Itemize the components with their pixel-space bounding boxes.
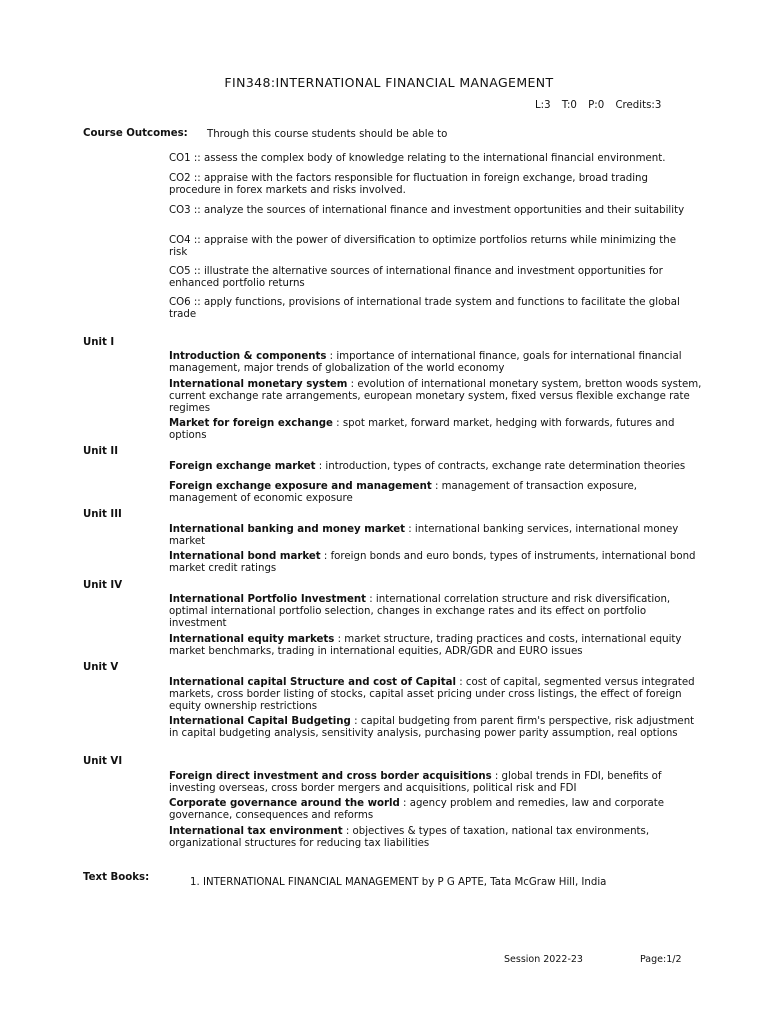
unit-topic xyxy=(169,716,704,740)
course-outcomes-intro: Through this course students should be able to xyxy=(207,129,448,140)
practical-hours: P:0 xyxy=(588,100,605,111)
course-title: FIN348:INTERNATIONAL FINANCIAL MANAGEMENT xyxy=(224,75,554,90)
topic-text: : importance of international finance, goals for international financial management, major trends of globalization of the world economy xyxy=(169,351,682,374)
topic-title: Foreign exchange exposure and management xyxy=(169,481,432,492)
unit-topic xyxy=(169,379,704,415)
topic-title: International banking and money market xyxy=(169,524,406,535)
topic-text: : objectives & types of taxation, national tax environments, organizational structures for reducing tax liabilities xyxy=(169,826,650,849)
outcome-item: CO6 :: apply functions, provisions of international trade system and functions to facilitate the global trade xyxy=(169,297,680,320)
course-outcomes-label: Course Outcomes: xyxy=(83,128,188,139)
unit-label: Unit II xyxy=(83,446,119,457)
topic-title: International Portfolio Investment xyxy=(169,594,366,605)
topic-text: : international correlation structure and risk diversification, optimal international portfolio selection, changes in exchange rates and its effect on portfolio investment xyxy=(169,594,671,629)
topic-text: : evolution of international monetary system, bretton woods system, current exchange rate arrangements, european monetary system, fixed versus flexible exchange rate regimes xyxy=(169,379,702,414)
topic-title: Foreign exchange market xyxy=(169,461,316,472)
unit-label: Unit I xyxy=(83,337,115,348)
topic-text: : agency problem and remedies, law and corporate governance, consequences and reforms xyxy=(169,798,665,821)
lecture-hours: L:3 xyxy=(535,100,551,111)
topic-text: : market structure, trading practices and costs, international equity market benchmarks, trading in international equities, ADR/GDR and EURO issues xyxy=(169,634,682,657)
topic-text: : international banking services, international money market xyxy=(169,524,679,547)
credits: Credits:3 xyxy=(615,100,662,111)
topic-text: : global trends in FDI, benefits of investing overseas, cross border mergers and acquisitions, political risk and FDI xyxy=(169,771,662,794)
topic-title: Market for foreign exchange xyxy=(169,418,333,429)
session-info: Session 2022-23 xyxy=(504,954,583,965)
credit-info xyxy=(535,100,669,112)
tutorial-hours: T:0 xyxy=(561,100,577,111)
topic-title: International tax environment xyxy=(169,826,343,837)
topic-text: : cost of capital, segmented versus integrated markets, cross border listing of stocks, capital asset pricing under cross listings, the effect of foreign equity ownership restrictions xyxy=(169,677,695,712)
unit-topic xyxy=(169,551,704,575)
topic-title: International monetary system xyxy=(169,379,348,390)
topic-title: International equity markets xyxy=(169,634,335,645)
unit-topic xyxy=(169,351,704,375)
unit-topic xyxy=(169,798,704,822)
unit-topic xyxy=(169,594,704,630)
topic-title: International Capital Budgeting xyxy=(169,716,351,727)
topic-text: : capital budgeting from parent firm's perspective, risk adjustment in capital budgeting analysis, sensitivity analysis, purchasing power parity assumption, real options xyxy=(169,716,695,739)
outcome-item: CO4 :: appraise with the power of diversification to optimize portfolios returns while minimizing the risk xyxy=(169,235,676,258)
unit-topic xyxy=(169,677,704,713)
topic-title: International capital Structure and cost of Capital xyxy=(169,677,456,688)
unit-topic xyxy=(169,481,704,505)
topic-text: : management of transaction exposure, management of economic exposure xyxy=(169,481,638,504)
topic-title: International bond market xyxy=(169,551,321,562)
unit-topic xyxy=(169,461,704,473)
outcome-item: CO2 :: appraise with the factors responsible for fluctuation in foreign exchange, broad trading procedure in forex markets and risks involved. xyxy=(169,173,648,196)
unit-topic xyxy=(169,418,704,442)
unit-label: Unit V xyxy=(83,662,119,673)
outcome-item: CO5 :: illustrate the alternative sources of international finance and investment opportunities for enhanced portfolio returns xyxy=(169,266,663,289)
unit-label: Unit IV xyxy=(83,580,123,591)
unit-topic xyxy=(169,524,704,548)
unit-topic xyxy=(169,826,704,850)
topic-title: Foreign direct investment and cross border acquisitions xyxy=(169,771,492,782)
topic-text: : introduction, types of contracts, exchange rate determination theories xyxy=(315,461,686,472)
unit-label: Unit III xyxy=(83,509,122,520)
unit-label: Unit VI xyxy=(83,756,123,767)
page-number: Page:1/2 xyxy=(640,954,682,965)
outcome-item: CO1 :: assess the complex body of knowledge relating to the international financial environment. xyxy=(169,153,666,164)
outcome-item: CO3 :: analyze the sources of international finance and investment opportunities and their suitability xyxy=(169,205,685,216)
topic-title: Corporate governance around the world xyxy=(169,798,400,809)
unit-topic xyxy=(169,634,704,658)
text-book-item: 1. INTERNATIONAL FINANCIAL MANAGEMENT by P G APTE, Tata McGraw Hill, India xyxy=(190,877,607,888)
unit-topic xyxy=(169,771,704,795)
topic-text: : foreign bonds and euro bonds, types of instruments, international bond market credit ratings xyxy=(169,551,696,574)
text-books-label: Text Books: xyxy=(83,872,150,883)
topic-text: : spot market, forward market, hedging with forwards, futures and options xyxy=(169,418,675,441)
topic-title: Introduction & components xyxy=(169,351,327,362)
